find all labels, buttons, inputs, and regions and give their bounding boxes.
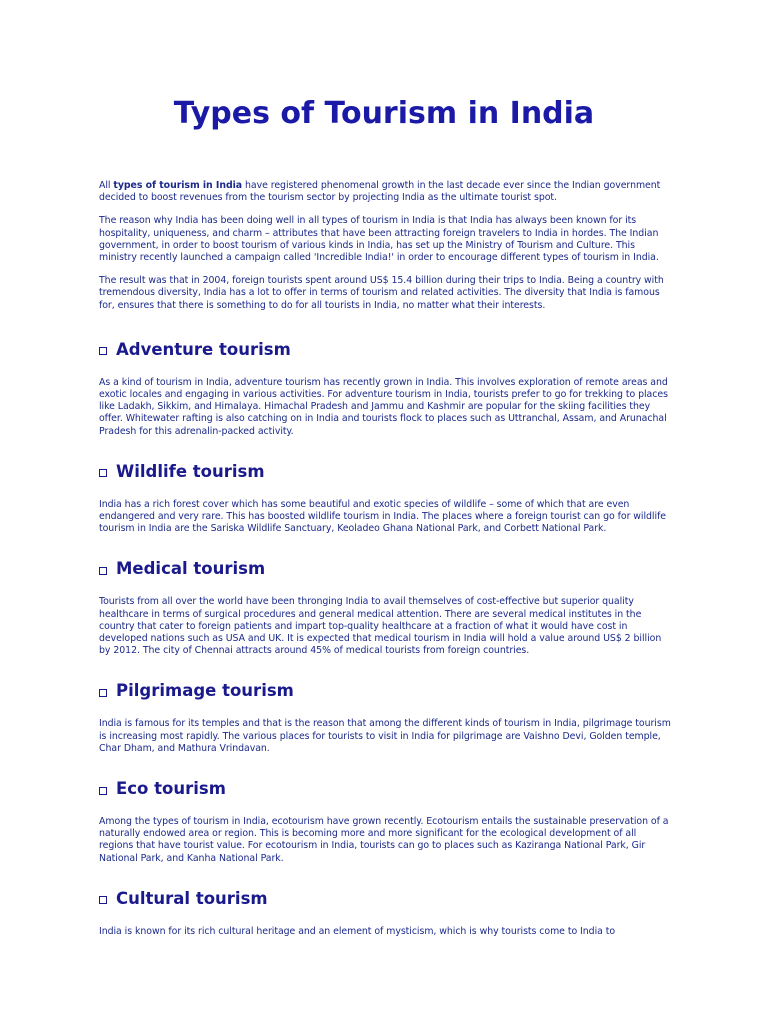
square-bullet-icon <box>99 347 107 355</box>
section-body-medical: Tourists from all over the world have been thronging India to avail themselves of cost-effective but superior quality healthcare in terms of surgical procedures and general medical attention. There are several medical institutes in the country that cater to foreign patients and impart top-quality healthcare at a fraction of what it would have cost in developed nations such as USA and UK. It is expected that medical tourism in India will hold a value around US$ 2 billion by 2012. The city of Chennai attracts around 45% of medical tourists from foreign countries. <box>99 596 662 657</box>
section-heading-medical <box>99 558 671 580</box>
square-bullet-icon <box>99 689 107 697</box>
section-heading-text: Cultural tourism <box>116 888 268 908</box>
section-heading-text: Wildlife tourism <box>116 461 265 481</box>
square-bullet-icon <box>99 567 107 575</box>
section-body-eco: Among the types of tourism in India, ecotourism have grown recently. Ecotourism entails the sustainable preservation of a naturally endowed area or region. This is becoming more and more significant for the ecological development of all regions that have tourist value. For ecotourism in India, tourists can go to places such as Kaziranga National Park, Gir National Park, and Kanha National Park. <box>99 816 669 864</box>
section-body-wildlife: India has a rich forest cover which has some beautiful and exotic species of wildlife – some of which that are even endangered and very rare. This has boosted wildlife tourism in India. The places where a foreign tourist can go for wildlife tourism in India are the Sariska Wildlife Sanctuary, Keoladeo Ghana National Park, and Corbett National Park. <box>99 498 667 535</box>
page-title: Types of Tourism in India <box>173 96 595 131</box>
section-heading-wildlife <box>99 461 671 483</box>
section-heading-adventure <box>99 339 671 361</box>
section-heading-eco <box>99 778 671 800</box>
square-bullet-icon <box>99 896 107 904</box>
document-body <box>99 180 671 949</box>
section-body-cultural: India is known for its rich cultural heritage and an element of mysticism, which is why tourists come to India to <box>99 925 616 937</box>
section-heading-text: Adventure tourism <box>116 339 291 359</box>
square-bullet-icon <box>99 787 107 795</box>
section-heading-text: Medical tourism <box>116 559 266 579</box>
intro-paragraph-2: The reason why India has been doing well in all types of tourism in India is that India has always been known for its hospitality, uniqueness, and charm – attributes that have been attracting foreign travelers to India in hordes. The Indian government, in order to boost tourism of various kinds in India, has set up the Ministry of Tourism and Culture. This ministry recently launched a campaign called 'Incredible India!' in order to encourage different types of tourism in India. <box>99 215 659 264</box>
section-heading-text: Pilgrimage tourism <box>116 681 294 701</box>
section-heading-pilgrimage <box>99 680 671 702</box>
intro-paragraph-1 <box>99 180 671 204</box>
intro-p1-bold: types of tourism in India <box>113 180 243 191</box>
intro-paragraph-3: The result was that in 2004, foreign tourists spent around US$ 15.4 billion during their trips to India. Being a country with tremendous diversity, India has a lot to offer in terms of tourism and related activities. The diversity that India is famous for, ensures that there is something to do for all tourists in India, no matter what their interests. <box>99 275 664 311</box>
square-bullet-icon <box>99 469 107 477</box>
intro-p1-prefix: All <box>99 180 114 191</box>
section-body-adventure: As a kind of tourism in India, adventure tourism has recently grown in India. This involves exploration of remote areas and exotic locales and engaging in various activities. For adventure tourism in India, tourists prefer to go for trekking to places like Ladakh, Sikkim, and Himalaya. Himachal Pradesh and Jammu and Kashmir are popular for the skiing facilities they offer. Whitewater rafting is also catching on in India and tourists flock to places such as Uttranchal, Assam, and Arunachal Pradesh for this adrenalin-packed activity. <box>99 376 668 437</box>
section-heading-text: Eco tourism <box>116 779 226 799</box>
section-body-pilgrimage: India is famous for its temples and that is the reason that among the different kinds of tourism in India, pilgrimage tourism is increasing most rapidly. The various places for tourists to visit in India for pilgrimage are Vaishno Devi, Golden temple, Char Dham, and Mathura Vrindavan. <box>99 718 671 754</box>
intro-p1-suffix: have registered phenomenal growth in the last decade ever since the Indian government decided to boost revenues from the tourism sector by projecting India as the ultimate tourist spot. <box>99 180 661 204</box>
section-heading-cultural <box>99 888 671 910</box>
